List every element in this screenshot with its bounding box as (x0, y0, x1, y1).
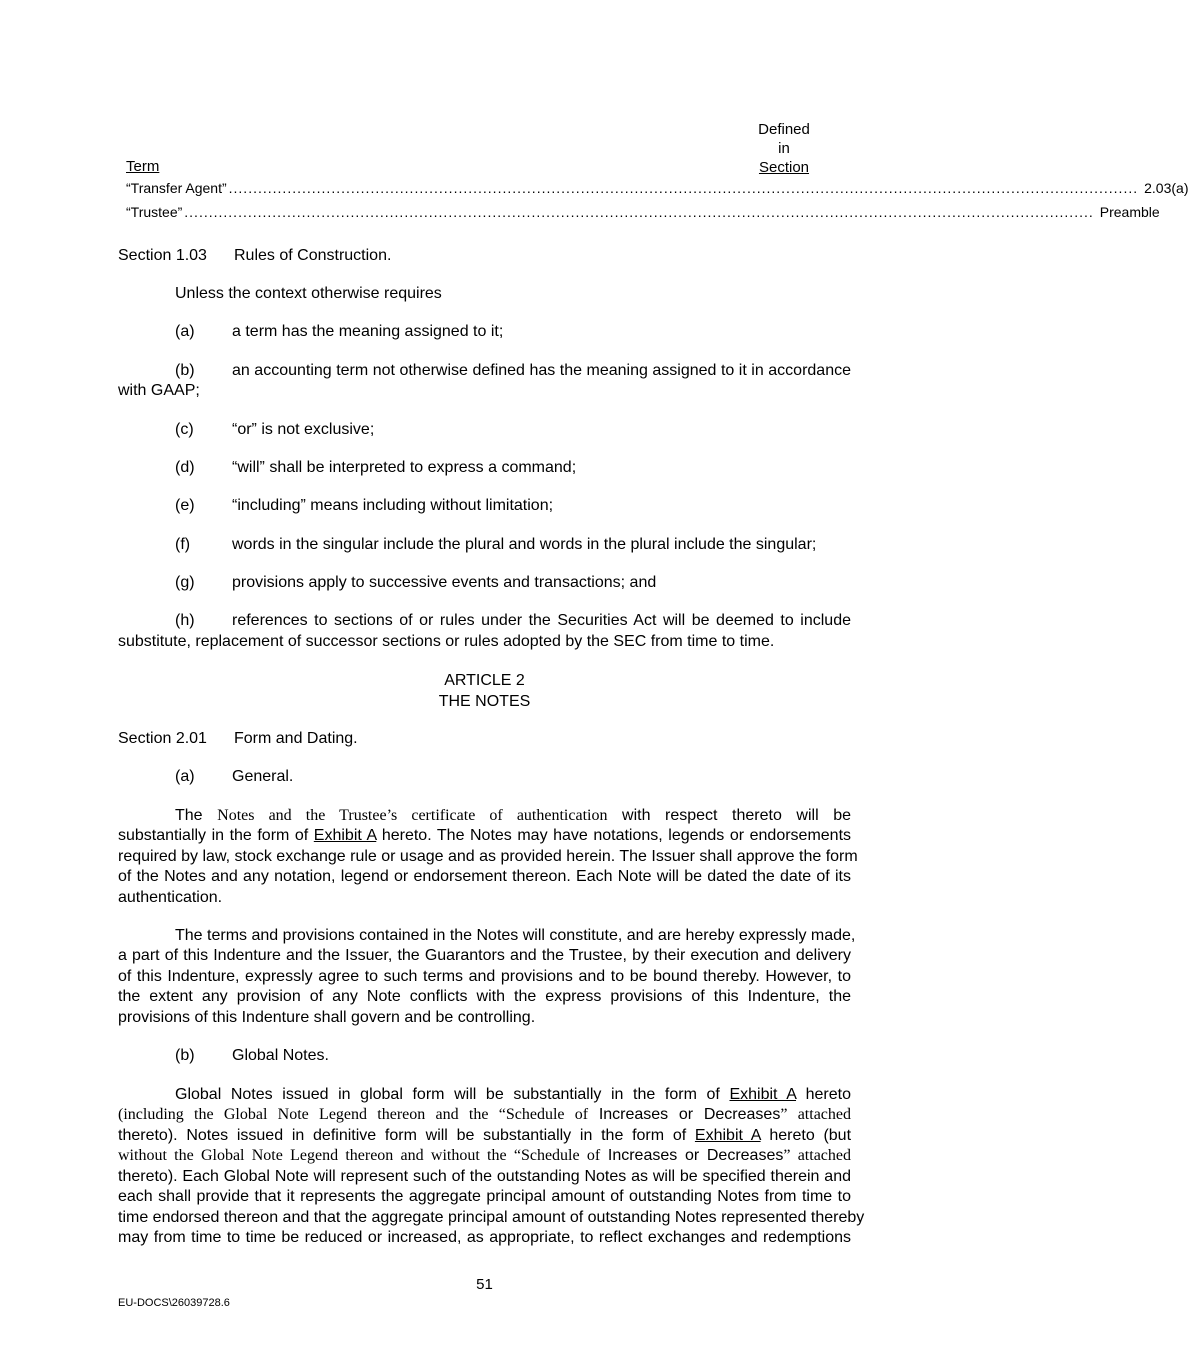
section-title: Rules of Construction. (234, 247, 392, 264)
list-item-label: (e) (175, 497, 195, 514)
header-in: in (778, 140, 790, 157)
leader-dots: .......................................................................................................................................................................................... (184, 204, 1094, 220)
list-item-continuation: substitute, replacement of successor sections or rules adopted by the SEC from time to time. (118, 633, 775, 650)
paragraph-line: the extent any provision of any Note conflicts with the express provisions of this Indenture, the (118, 988, 851, 1005)
paragraph-line: without the Global Note Legend thereon and without the “Schedule of Increases or Decreases” attached (118, 1147, 851, 1164)
header-term: Term (126, 158, 160, 175)
definition-row (126, 180, 1188, 200)
list-item-label: (a) (175, 323, 195, 340)
paragraph-line: provisions of this Indenture shall govern and be controlling. (118, 1009, 536, 1026)
exhibit-a-link: Exhibit A (694, 1127, 761, 1144)
paragraph-line: (including the Global Note Legend thereon and the “Schedule of Increases or Decreases” attached (118, 1106, 851, 1123)
paragraph-line: a part of this Indenture and the Issuer, the Guarantors and the Trustee, by their execution and delivery (118, 947, 851, 964)
paragraph-intro: Unless the context otherwise requires (175, 285, 442, 302)
header-defined: Defined (758, 121, 810, 138)
list-item-continuation: with GAAP; (118, 382, 200, 399)
paragraph-line: of the Notes and any notation, legend or endorsement thereon. Each Note will be dated the date of its (118, 868, 851, 885)
definition-section: 2.03(a) (1144, 180, 1188, 196)
page-number: 51 (476, 1276, 493, 1293)
definition-section: Preamble (1099, 204, 1160, 220)
exhibit-a-link: Exhibit A (729, 1086, 797, 1103)
list-item-label: (g) (175, 574, 195, 591)
list-item-text: a term has the meaning assigned to it; (232, 323, 504, 340)
list-item-label: (d) (175, 459, 195, 476)
paragraph-line: substantially in the form of Exhibit A hereto. The Notes may have notations, legends or endorsements (118, 827, 852, 844)
paragraph-line: The terms and provisions contained in the Notes will constitute, and are hereby expressly made, (175, 927, 856, 944)
leader-dots: .......................................................................................................................................................................................... (228, 180, 1139, 196)
paragraph-line: of this Indenture, expressly agree to such terms and provisions and to be bound thereby. However, to (118, 968, 851, 985)
definition-term: “Trustee” (126, 204, 183, 220)
section-number: Section 2.01 (118, 730, 207, 747)
paragraph-line: thereto). Each Global Note will represent such of the outstanding Notes as will be specified therein and (118, 1168, 851, 1185)
list-item-label: (h) (175, 612, 195, 629)
section-number: Section 1.03 (118, 247, 207, 264)
subsection-title: Global Notes. (232, 1047, 329, 1064)
list-item-text: words in the singular include the plural and words in the plural include the singular; (232, 536, 817, 553)
article-title: THE NOTES (438, 693, 531, 710)
document-id: EU-DOCS\26039728.6 (118, 1297, 230, 1309)
paragraph-line: required by law, stock exchange rule or usage and as provided herein. The Issuer shall approve the form (118, 848, 858, 865)
subsection-title: General. (232, 768, 294, 785)
paragraph-line: authentication. (118, 889, 223, 906)
list-item-text: “will” shall be interpreted to express a command; (232, 459, 577, 476)
paragraph-line: Global Notes issued in global form will be substantially in the form of Exhibit A hereto (175, 1086, 851, 1103)
subsection-label: (b) (175, 1047, 195, 1064)
list-item-text: “or” is not exclusive; (232, 421, 375, 438)
paragraph-line: each shall provide that it represents the aggregate principal amount of outstanding Notes from time to (118, 1188, 851, 1205)
exhibit-a-link: Exhibit A (313, 827, 377, 844)
header-section: Section (758, 159, 810, 176)
list-item-text: provisions apply to successive events and transactions; and (232, 574, 657, 591)
list-item-text: references to sections of or rules under the Securities Act will be deemed to include (232, 612, 851, 629)
paragraph-line: may from time to time be reduced or increased, as appropriate, to reflect exchanges and redemptions (118, 1229, 851, 1246)
list-item-text: “including” means including without limitation; (232, 497, 554, 514)
definition-term: “Transfer Agent” (126, 180, 227, 196)
list-item-label: (b) (175, 362, 195, 379)
subsection-label: (a) (175, 768, 195, 785)
section-title: Form and Dating. (234, 730, 358, 747)
list-item-label: (f) (175, 536, 191, 553)
list-item-label: (c) (175, 421, 194, 438)
paragraph-line: time endorsed thereon and that the aggregate principal amount of outstanding Notes represented thereby (118, 1209, 865, 1226)
definition-row (126, 204, 1160, 224)
paragraph-line: The Notes and the Trustee’s certificate of authentication with respect thereto will be (175, 807, 851, 824)
paragraph-line: thereto). Notes issued in definitive form will be substantially in the form of Exhibit A hereto (but (118, 1127, 852, 1144)
article-number: ARTICLE 2 (444, 672, 525, 689)
list-item-text: an accounting term not otherwise defined has the meaning assigned to it in accordance (232, 362, 851, 379)
